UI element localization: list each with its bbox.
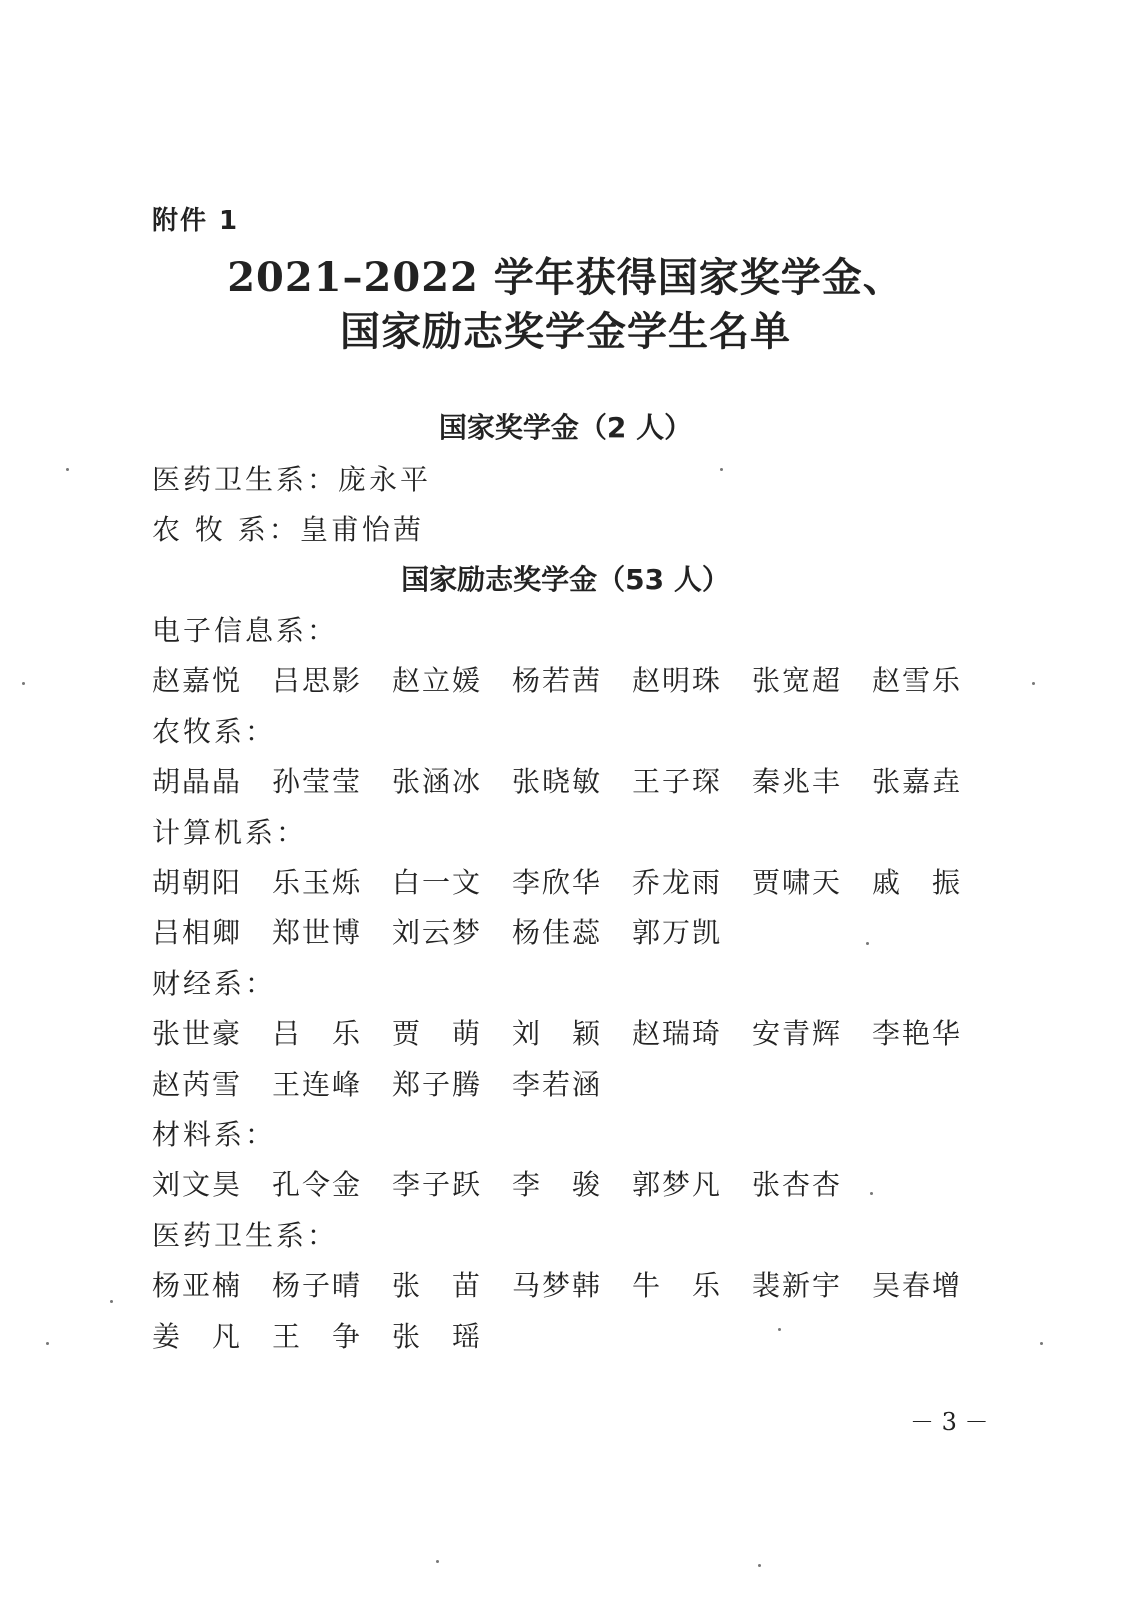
department-label: 财经系： [152, 966, 277, 1000]
title-line-2: 国家励志奖学金学生名单 [340, 308, 791, 355]
department-label: 材料系： [152, 1118, 277, 1151]
scan-speck [22, 682, 25, 685]
student-name: 马梦韩 [512, 1269, 603, 1303]
student-name: 张宽超 [752, 664, 843, 698]
department-label: 农牧系： [152, 714, 277, 748]
student-name: 贾啸天 [752, 866, 843, 899]
page-number: － 3 － [910, 1408, 989, 1436]
scan-speck [870, 1192, 873, 1195]
department-label: 医药卫生系： [152, 1218, 339, 1252]
student-name: 李艳华 [872, 1017, 963, 1051]
student-name: 郑子腾 [392, 1067, 483, 1101]
student-name: 赵嘉悦 [152, 664, 243, 698]
department-label: 医药卫生系： [152, 463, 339, 496]
student-name: 杨子晴 [272, 1269, 363, 1303]
student-name: 乐玉烁 [272, 866, 363, 899]
student-name: 郑世博 [272, 916, 363, 950]
student-name: 郭万凯 [632, 916, 723, 950]
student-name: 安青辉 [752, 1017, 843, 1051]
student-name: 张世豪 [152, 1017, 243, 1051]
attachment-label: 附件 1 [152, 206, 240, 236]
scan-speck [66, 468, 69, 471]
scan-speck [720, 468, 723, 471]
student-name: 郭梦凡 [632, 1168, 723, 1202]
student-name: 裴新宇 [752, 1269, 843, 1303]
department-label: 计算机系： [152, 815, 308, 849]
student-name: 吕思影 [272, 664, 363, 698]
student-name: 戚 振 [872, 866, 960, 899]
encouragement-scholarship-heading: 国家励志奖学金（53 人） [401, 563, 730, 596]
student-name: 刘 颖 [512, 1017, 600, 1051]
title-line-1: 2021–2022 学年获得国家奖学金、 [227, 254, 904, 301]
student-name: 胡朝阳 [152, 866, 243, 899]
scan-speck [758, 1564, 761, 1567]
student-name: 姜 凡 [152, 1319, 240, 1353]
student-name: 吕 乐 [272, 1017, 360, 1051]
student-name: 孔令金 [272, 1168, 363, 1202]
scan-speck [110, 1300, 113, 1303]
student-name: 张晓敏 [512, 765, 603, 799]
student-name: 李子跃 [392, 1168, 483, 1202]
student-name: 赵瑞琦 [632, 1017, 723, 1051]
student-name: 赵立媛 [392, 664, 483, 698]
scan-speck [436, 1560, 439, 1563]
student-name: 乔龙雨 [632, 866, 723, 899]
student-name: 赵雪乐 [872, 664, 963, 698]
national-scholarship-heading: 国家奖学金（2 人） [438, 411, 693, 444]
student-name: 王子琛 [632, 765, 723, 799]
student-name: 杨亚楠 [152, 1269, 243, 1303]
name-row [152, 1063, 972, 1103]
student-name: 张涵冰 [392, 765, 483, 799]
name-row [152, 861, 972, 901]
student-name: 牛 乐 [632, 1269, 720, 1303]
student-name: 杨佳蕊 [512, 916, 603, 950]
department-label: 电子信息系： [152, 614, 339, 647]
scan-speck [46, 1342, 49, 1345]
student-name: 胡晶晶 [152, 765, 243, 799]
student-name: 吕相卿 [152, 916, 243, 950]
name-row [152, 760, 972, 800]
name-row [152, 659, 972, 699]
student-name: 杨若茜 [512, 664, 603, 698]
student-name: 李 骏 [512, 1168, 600, 1202]
student-name: 庞永平 [338, 463, 432, 496]
student-name: 李若涵 [512, 1067, 603, 1101]
student-name: 王连峰 [272, 1067, 363, 1101]
student-name: 秦兆丰 [752, 765, 843, 799]
national-entry [152, 458, 431, 498]
student-name: 贾 萌 [392, 1017, 480, 1051]
student-name: 赵明珠 [632, 664, 723, 698]
national-entry [152, 508, 424, 548]
student-name: 刘云梦 [392, 916, 483, 950]
scan-speck [778, 1328, 781, 1331]
name-row [152, 1315, 972, 1355]
scan-speck [866, 942, 869, 945]
student-name: 王 争 [272, 1319, 360, 1353]
name-row [152, 1012, 972, 1052]
student-name: 白一文 [392, 866, 483, 899]
name-row [152, 911, 972, 951]
student-name: 张 苗 [392, 1269, 480, 1303]
student-name: 张杏杏 [752, 1168, 843, 1202]
name-row [152, 1264, 972, 1304]
student-name: 张嘉垚 [872, 765, 963, 799]
student-name: 吴春增 [872, 1269, 963, 1303]
name-row [152, 1163, 972, 1203]
student-name: 张 瑶 [392, 1319, 480, 1353]
department-label: 农 牧 系： [152, 513, 300, 546]
student-name: 李欣华 [512, 866, 603, 899]
scan-speck [1032, 682, 1035, 685]
student-name: 赵芮雪 [152, 1067, 243, 1101]
student-name: 皇甫怡茜 [299, 513, 424, 546]
student-name: 孙莹莹 [272, 765, 363, 799]
student-name: 刘文昊 [152, 1168, 243, 1202]
scan-speck [1040, 1342, 1043, 1345]
